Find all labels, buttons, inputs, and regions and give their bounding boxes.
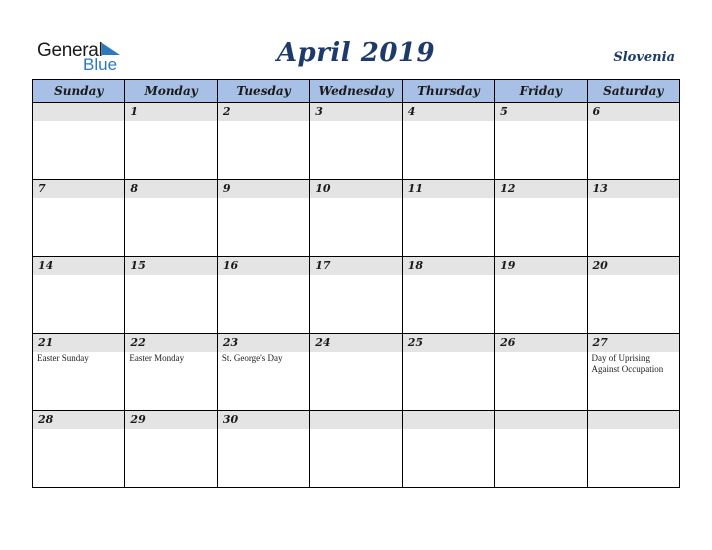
- holiday-label: [33, 198, 124, 199]
- day-number: 3: [315, 105, 323, 118]
- holiday-label: [495, 121, 586, 122]
- day-number: 13: [592, 182, 608, 195]
- holiday-label: Easter Sunday: [37, 353, 89, 363]
- day-number: 18: [407, 259, 423, 272]
- weekday-header: Saturday: [587, 80, 679, 103]
- weekday-header-row: [33, 80, 680, 103]
- day-number: 6: [592, 105, 601, 118]
- day-number-bar: [495, 411, 586, 429]
- day-number: 11: [407, 182, 423, 195]
- weekday-header: Thursday: [402, 80, 494, 103]
- holiday-label: Easter Monday: [129, 353, 185, 363]
- holiday-label: [310, 275, 401, 276]
- day-number-bar: [218, 180, 309, 198]
- day-cell: [217, 180, 309, 257]
- weekday-header: Friday: [495, 80, 587, 103]
- holiday-label: [310, 429, 401, 430]
- week-row: [33, 411, 680, 488]
- day-number-bar: [310, 411, 401, 429]
- day-number-bar: [403, 411, 494, 429]
- day-number-bar: [310, 103, 401, 121]
- day-number-bar: [125, 257, 216, 275]
- day-cell: [495, 257, 587, 334]
- day-number-bar: [495, 257, 586, 275]
- holiday-label: Day of Uprising Against Occupation: [591, 353, 664, 374]
- day-number-bar: [218, 411, 309, 429]
- day-number-bar: [588, 180, 679, 198]
- day-number-bar: [403, 180, 494, 198]
- day-cell: [125, 334, 217, 411]
- day-number: 27: [592, 336, 608, 349]
- day-number: 5: [500, 105, 508, 118]
- day-cell: [402, 103, 494, 180]
- day-number-bar: [218, 334, 309, 352]
- day-number-bar: [588, 411, 679, 429]
- week-row: [33, 180, 680, 257]
- day-number: 8: [130, 182, 139, 195]
- holiday-label: [218, 275, 309, 276]
- logo-text-blue: Blue: [83, 55, 118, 74]
- day-number: 4: [407, 105, 416, 118]
- day-number: 14: [38, 259, 54, 272]
- day-cell: [310, 103, 402, 180]
- day-cell: [310, 180, 402, 257]
- day-number-bar: [33, 180, 124, 198]
- holiday-label: [495, 198, 586, 199]
- day-cell: [587, 411, 679, 488]
- day-cell: [495, 334, 587, 411]
- day-cell: [587, 103, 679, 180]
- holiday-label: [588, 121, 679, 122]
- day-number-bar: [588, 257, 679, 275]
- holiday-label: [125, 198, 216, 199]
- day-cell: [217, 103, 309, 180]
- day-number-bar: [33, 103, 124, 121]
- day-number: 10: [315, 182, 331, 195]
- day-number: 25: [407, 336, 423, 349]
- day-number-bar: [495, 334, 586, 352]
- day-number-bar: [403, 103, 494, 121]
- holiday-label: [218, 429, 309, 430]
- day-cell: [495, 180, 587, 257]
- holiday-label: [588, 198, 679, 199]
- day-cell: [33, 257, 125, 334]
- day-cell: [125, 103, 217, 180]
- day-cell: [310, 411, 402, 488]
- day-cell: [217, 411, 309, 488]
- day-number-bar: [588, 103, 679, 121]
- holiday-label: [310, 121, 401, 122]
- day-number-bar: [310, 257, 401, 275]
- holiday-label: [125, 121, 216, 122]
- holiday-label: [310, 352, 401, 353]
- holiday-label: [495, 352, 586, 353]
- week-row: [33, 103, 680, 180]
- week-row: [33, 257, 680, 334]
- weekday-header: Tuesday: [217, 80, 309, 103]
- day-number-bar: [403, 334, 494, 352]
- day-cell: [125, 257, 217, 334]
- weekday-header: Sunday: [33, 80, 125, 103]
- day-cell: [33, 180, 125, 257]
- day-number: 12: [500, 182, 516, 195]
- day-number-bar: [125, 334, 216, 352]
- day-number: 16: [222, 259, 239, 272]
- holiday-label: [218, 121, 309, 122]
- day-number: 22: [130, 336, 146, 349]
- day-number: 9: [222, 182, 231, 195]
- weekday-header: Monday: [125, 80, 217, 103]
- holiday-label: [403, 121, 494, 122]
- holiday-label: [403, 352, 494, 353]
- logo-text-general: General: [37, 40, 103, 61]
- day-number: 1: [130, 105, 139, 118]
- day-number-bar: [495, 180, 586, 198]
- day-cell: [310, 257, 402, 334]
- week-row: [33, 334, 680, 411]
- day-number-bar: [588, 334, 679, 352]
- holiday-label: [403, 198, 494, 199]
- day-cell: [402, 257, 494, 334]
- day-number-bar: [33, 411, 124, 429]
- day-cell: [33, 334, 125, 411]
- day-number: 29: [130, 413, 146, 426]
- day-number: 17: [315, 259, 331, 272]
- day-number-bar: [310, 180, 401, 198]
- day-number: 30: [222, 413, 239, 426]
- day-cell: [33, 103, 125, 180]
- day-number: 19: [500, 259, 516, 272]
- day-number: 21: [38, 336, 54, 349]
- holiday-label: [33, 121, 124, 122]
- day-number-bar: [403, 257, 494, 275]
- calendar-grid: [32, 79, 680, 488]
- weekday-header: Wednesday: [310, 80, 402, 103]
- day-cell: [33, 411, 125, 488]
- day-number-bar: [218, 257, 309, 275]
- day-number: 23: [222, 336, 239, 349]
- day-number-bar: [125, 180, 216, 198]
- day-number: 2: [222, 105, 231, 118]
- holiday-label: [33, 275, 124, 276]
- day-cell: [125, 180, 217, 257]
- day-number: 24: [315, 336, 331, 349]
- day-number: 26: [500, 336, 516, 349]
- day-cell: [587, 180, 679, 257]
- day-number-bar: [33, 334, 124, 352]
- day-cell: [402, 180, 494, 257]
- day-cell: [217, 334, 309, 411]
- day-number: 15: [130, 259, 146, 272]
- day-cell: [217, 257, 309, 334]
- day-number-bar: [310, 334, 401, 352]
- day-number: 20: [592, 259, 608, 272]
- holiday-label: [588, 429, 679, 430]
- day-number-bar: [125, 411, 216, 429]
- holiday-label: [495, 275, 586, 276]
- day-cell: [495, 411, 587, 488]
- holiday-label: [403, 429, 494, 430]
- day-number-bar: [495, 103, 586, 121]
- day-number: 28: [38, 413, 54, 426]
- holiday-label: [125, 429, 216, 430]
- holiday-label: [588, 275, 679, 276]
- day-cell: [402, 334, 494, 411]
- day-cell: [495, 103, 587, 180]
- calendar-title: April 2019: [276, 38, 436, 68]
- day-cell: [402, 411, 494, 488]
- day-number-bar: [218, 103, 309, 121]
- day-cell: [587, 334, 679, 411]
- country-label: Slovenia: [613, 50, 675, 65]
- day-cell: [125, 411, 217, 488]
- day-cell: [587, 257, 679, 334]
- day-number-bar: [125, 103, 216, 121]
- day-cell: [310, 334, 402, 411]
- day-number: 7: [38, 182, 46, 195]
- holiday-label: [403, 275, 494, 276]
- holiday-label: St. George's Day: [221, 353, 283, 363]
- holiday-label: [495, 429, 586, 430]
- holiday-label: [218, 198, 309, 199]
- day-number-bar: [33, 257, 124, 275]
- holiday-label: [33, 429, 124, 430]
- holiday-label: [125, 275, 216, 276]
- holiday-label: [310, 198, 401, 199]
